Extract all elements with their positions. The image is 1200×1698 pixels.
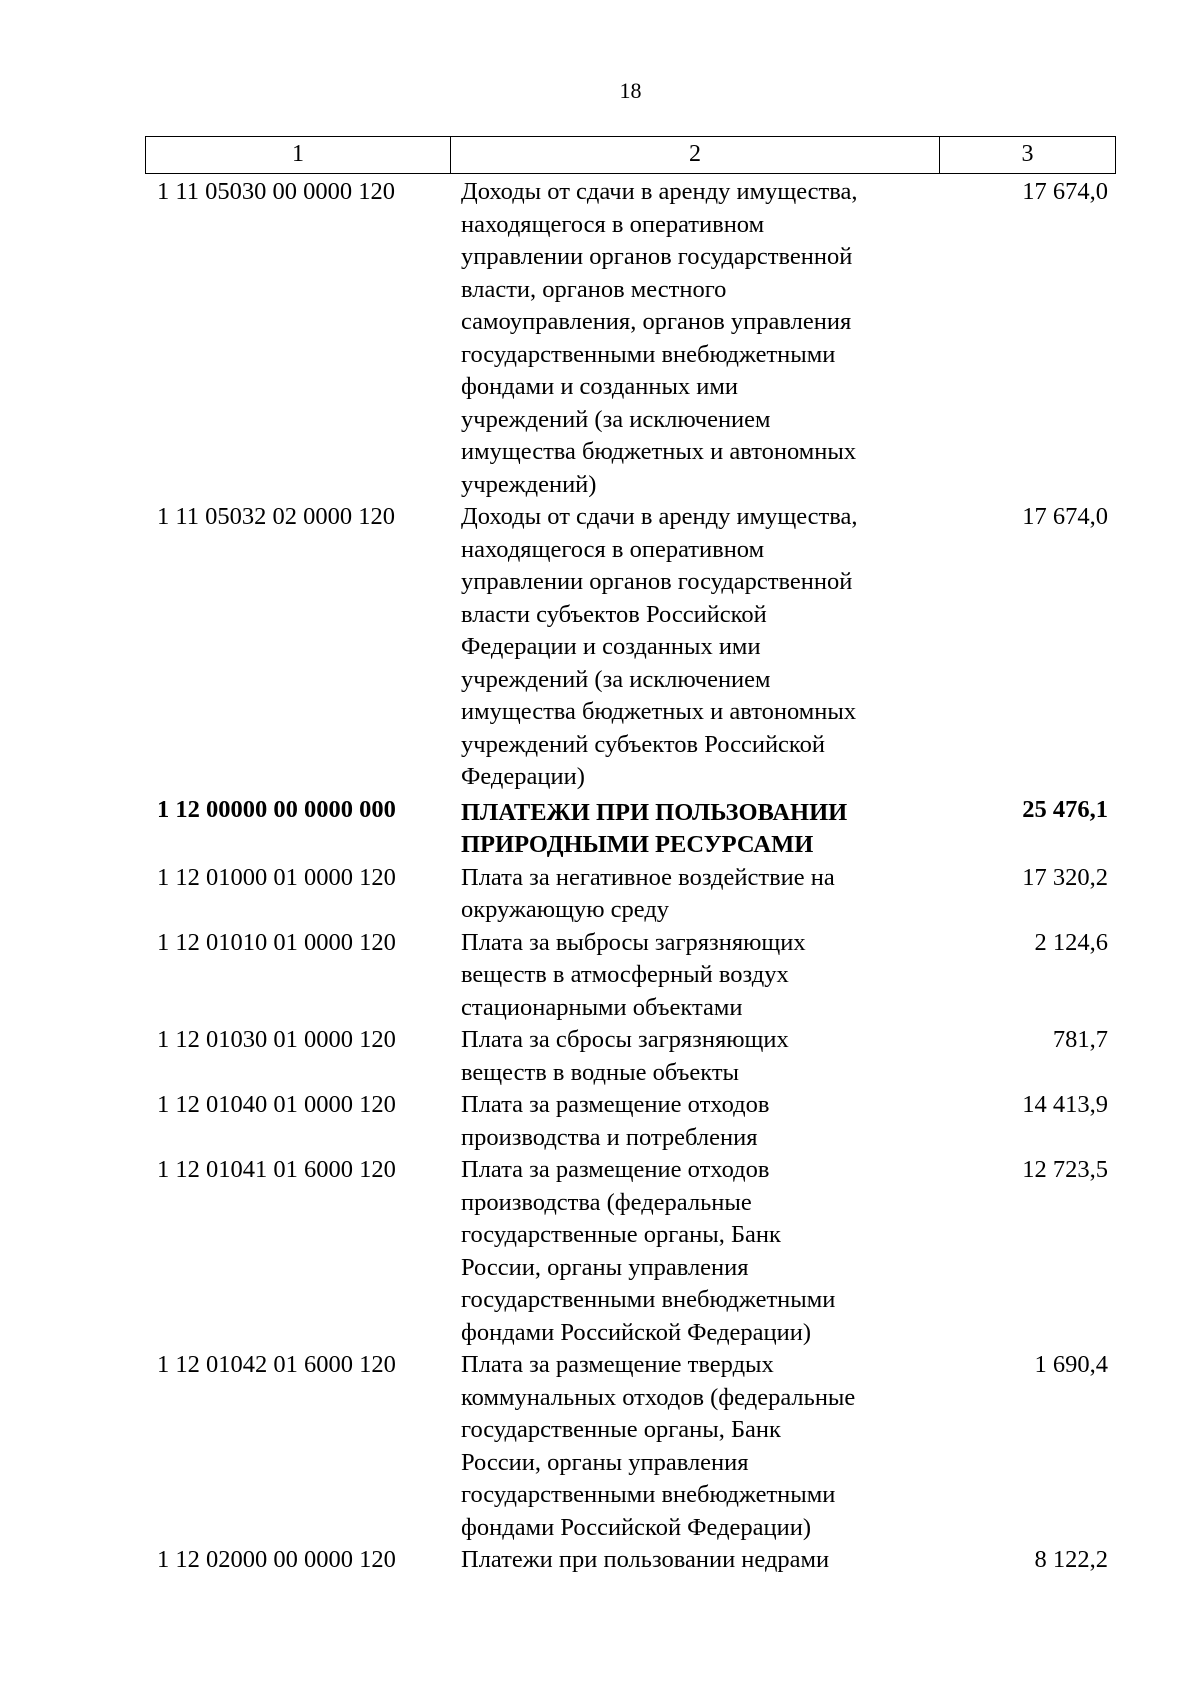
- table-row: [145, 927, 1116, 1025]
- income-name-line: учреждений (за исключением: [461, 665, 771, 693]
- income-amount: 781,7: [1052, 1026, 1108, 1053]
- table-header: [145, 136, 1116, 174]
- income-name-line: учреждений): [461, 470, 597, 498]
- income-amount: 17 320,2: [1022, 863, 1108, 891]
- income-code: 1 11 05032 02 0000 120: [157, 503, 395, 530]
- income-code: 1 12 01010 01 0000 120: [157, 928, 396, 956]
- column-header-1: 1: [146, 137, 451, 173]
- income-name-line: государственными внебюджетными: [461, 1481, 836, 1508]
- income-name-line: власти субъектов Российской: [461, 600, 767, 628]
- income-code: 1 12 00000 00 0000 000: [157, 795, 396, 823]
- income-name-line: Плата за размещение твердых: [461, 1351, 774, 1378]
- income-amount: 1 690,4: [1034, 1351, 1108, 1378]
- income-name: [449, 794, 937, 862]
- income-name: [449, 1544, 937, 1577]
- income-name-line: окружающую среду: [461, 896, 670, 923]
- income-name-line: России, органы управления: [461, 1448, 749, 1476]
- income-name-line: Плата за размещение отходов: [461, 1091, 770, 1118]
- income-name-line: Плата за выбросы загрязняющих: [461, 928, 806, 956]
- column-header-2: 2: [451, 137, 940, 173]
- income-name: [449, 1024, 937, 1089]
- income-code: 1 12 02000 00 0000 120: [157, 1546, 396, 1573]
- income-amount: 17 674,0: [1022, 503, 1108, 530]
- income-name-line: производства (федеральные: [461, 1188, 752, 1216]
- income-name: [449, 501, 937, 794]
- income-code: 1 12 01030 01 0000 120: [157, 1026, 396, 1053]
- income-name-line: фондами и созданных ими: [461, 373, 739, 400]
- income-name-line: учреждений субъектов Российской: [461, 730, 825, 758]
- income-amount: 8 122,2: [1034, 1546, 1108, 1573]
- income-name: [449, 1154, 937, 1349]
- income-name: [449, 1349, 937, 1544]
- income-name-line: Плата за негативное воздействие на: [461, 863, 835, 891]
- income-amount: 25 476,1: [1022, 795, 1108, 823]
- income-code: 1 12 01042 01 6000 120: [157, 1351, 396, 1378]
- income-name-line: Платежи при пользовании недрами: [461, 1546, 830, 1573]
- income-amount: 12 723,5: [1022, 1156, 1108, 1183]
- income-amount: 2 124,6: [1034, 928, 1108, 956]
- income-name-line: учреждений (за исключением: [461, 405, 771, 433]
- income-name-line: коммунальных отходов (федеральные: [461, 1383, 856, 1411]
- income-name: [449, 862, 937, 927]
- income-name-line: веществ в атмосферный воздух: [461, 961, 789, 988]
- income-name-line: Плата за сбросы загрязняющих: [461, 1026, 789, 1053]
- column-header-3: 3: [1021, 141, 1034, 167]
- income-code: 1 12 01000 01 0000 120: [157, 863, 396, 891]
- income-name-line: веществ в водные объекты: [461, 1058, 739, 1086]
- income-name: [449, 1089, 937, 1154]
- income-name-line: Доходы от сдачи в аренду имущества,: [461, 503, 858, 530]
- income-name-line: самоуправления, органов управления: [461, 308, 852, 335]
- income-name-line: Федерации): [461, 763, 585, 790]
- income-name-line: государственными внебюджетными: [461, 340, 836, 368]
- table-row: [145, 501, 1116, 794]
- income-name-line: фондами Российской Федерации): [461, 1318, 812, 1346]
- income-name: [449, 176, 937, 501]
- table-row: [145, 176, 1116, 501]
- income-name-line: Федерации и созданных ими: [461, 633, 761, 660]
- income-name-line: государственные органы, Банк: [461, 1416, 781, 1443]
- income-name-line: государственными внебюджетными: [461, 1286, 836, 1313]
- income-name-line: ПЛАТЕЖИ ПРИ ПОЛЬЗОВАНИИ: [461, 798, 848, 826]
- income-code: 1 12 01041 01 6000 120: [157, 1156, 396, 1183]
- table-row: [145, 1544, 1116, 1577]
- table-body: [145, 176, 1116, 1577]
- table-row: [145, 794, 1116, 862]
- income-name-line: управлении органов государственной: [461, 243, 853, 270]
- income-name-line: Доходы от сдачи в аренду имущества,: [461, 178, 858, 205]
- income-name-line: имущества бюджетных и автономных: [461, 438, 857, 465]
- table-row: [145, 1089, 1116, 1154]
- income-name-line: фондами Российской Федерации): [461, 1513, 812, 1541]
- income-name-line: государственные органы, Банк: [461, 1221, 781, 1248]
- table-row: [145, 1024, 1116, 1089]
- income-name-line: управлении органов государственной: [461, 568, 853, 595]
- table-row: [145, 1349, 1116, 1544]
- income-name-line: власти, органов местного: [461, 275, 727, 303]
- income-name-line: производства и потребления: [461, 1123, 758, 1151]
- income-name-line: имущества бюджетных и автономных: [461, 698, 857, 725]
- income-name-line: ПРИРОДНЫМИ РЕСУРСАМИ: [461, 831, 814, 858]
- table-row: [145, 862, 1116, 927]
- income-name: [449, 927, 937, 1025]
- income-name-line: находящегося в оперативном: [461, 210, 765, 238]
- income-amount: 14 413,9: [1022, 1091, 1108, 1118]
- page-number: 18: [619, 78, 642, 103]
- income-amount: 17 674,0: [1022, 178, 1108, 205]
- income-name-line: Плата за размещение отходов: [461, 1156, 770, 1183]
- income-name-line: находящегося в оперативном: [461, 535, 765, 563]
- table-row: [145, 1154, 1116, 1349]
- income-name-line: стационарными объектами: [461, 993, 743, 1021]
- income-name-line: России, органы управления: [461, 1253, 749, 1281]
- income-code: 1 11 05030 00 0000 120: [157, 178, 395, 205]
- income-code: 1 12 01040 01 0000 120: [157, 1091, 396, 1118]
